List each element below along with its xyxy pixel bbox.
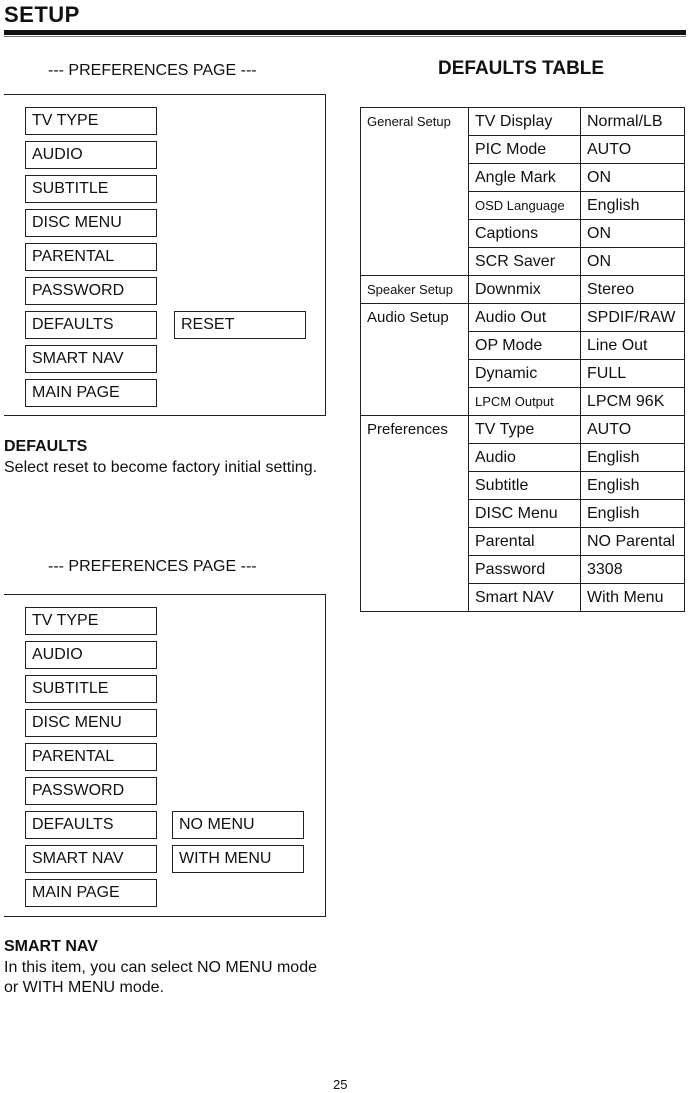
category-cell: General Setup bbox=[361, 108, 469, 136]
value-cell: NO Parental bbox=[581, 528, 685, 556]
item-cell: Audio Out bbox=[469, 304, 581, 332]
category-cell bbox=[361, 584, 469, 612]
menu-item-tv-type[interactable]: TV TYPE bbox=[25, 107, 157, 135]
value-cell: AUTO bbox=[581, 136, 685, 164]
value-cell: English bbox=[581, 192, 685, 220]
defaults-table-title: DEFAULTS TABLE bbox=[438, 58, 605, 79]
menu-item-disc-menu[interactable]: DISC MENU bbox=[25, 709, 157, 737]
category-cell bbox=[361, 360, 469, 388]
value-cell: English bbox=[581, 472, 685, 500]
menu-item-smart-nav[interactable]: SMART NAV bbox=[25, 845, 157, 873]
category-cell bbox=[361, 164, 469, 192]
table-row bbox=[361, 164, 685, 192]
item-cell: Downmix bbox=[469, 276, 581, 304]
category-cell: Preferences bbox=[361, 416, 469, 444]
category-cell: Speaker Setup bbox=[361, 276, 469, 304]
item-cell: Captions bbox=[469, 220, 581, 248]
page-number: 25 bbox=[333, 1077, 348, 1092]
value-cell: SPDIF/RAW bbox=[581, 304, 685, 332]
item-cell: Password bbox=[469, 556, 581, 584]
header-rule bbox=[4, 30, 686, 35]
item-cell: Angle Mark bbox=[469, 164, 581, 192]
table-row bbox=[361, 220, 685, 248]
table-row bbox=[361, 360, 685, 388]
table-row bbox=[361, 192, 685, 220]
category-cell bbox=[361, 556, 469, 584]
preferences-menu-panel bbox=[4, 94, 326, 416]
menu-item-tv-type[interactable]: TV TYPE bbox=[25, 607, 157, 635]
value-cell: ON bbox=[581, 248, 685, 276]
item-cell: Smart NAV bbox=[469, 584, 581, 612]
table-row bbox=[361, 584, 685, 612]
menu-item-main-page[interactable]: MAIN PAGE bbox=[25, 879, 157, 907]
table-row bbox=[361, 332, 685, 360]
category-cell bbox=[361, 528, 469, 556]
value-cell: AUTO bbox=[581, 416, 685, 444]
menu-item-main-page[interactable]: MAIN PAGE bbox=[25, 379, 157, 407]
menu-item-parental[interactable]: PARENTAL bbox=[25, 243, 157, 271]
category-cell bbox=[361, 136, 469, 164]
defaults-table bbox=[360, 107, 685, 612]
value-cell: With Menu bbox=[581, 584, 685, 612]
menu-item-defaults[interactable]: DEFAULTS bbox=[25, 311, 157, 339]
no-menu-option[interactable]: NO MENU bbox=[172, 811, 304, 839]
value-cell: English bbox=[581, 500, 685, 528]
header-rule-thin bbox=[4, 36, 686, 37]
category-cell bbox=[361, 472, 469, 500]
defaults-desc-body: Select reset to become factory initial setting. bbox=[4, 459, 318, 476]
category-cell bbox=[361, 500, 469, 528]
preferences-menu-panel-2 bbox=[4, 594, 326, 917]
menu-item-password[interactable]: PASSWORD bbox=[25, 277, 157, 305]
value-cell: ON bbox=[581, 220, 685, 248]
value-cell: ON bbox=[581, 164, 685, 192]
item-cell: SCR Saver bbox=[469, 248, 581, 276]
preferences-page-heading: --- PREFERENCES PAGE --- bbox=[48, 62, 257, 79]
table-row bbox=[361, 136, 685, 164]
value-cell: Normal/LB bbox=[581, 108, 685, 136]
table-row bbox=[361, 304, 685, 332]
menu-item-subtitle[interactable]: SUBTITLE bbox=[25, 175, 157, 203]
table-row bbox=[361, 528, 685, 556]
item-cell: Audio bbox=[469, 444, 581, 472]
value-cell: Line Out bbox=[581, 332, 685, 360]
menu-item-subtitle[interactable]: SUBTITLE bbox=[25, 675, 157, 703]
preferences-page-heading-2: --- PREFERENCES PAGE --- bbox=[48, 558, 257, 575]
value-cell: LPCM 96K bbox=[581, 388, 685, 416]
smart-nav-desc-title: SMART NAV bbox=[4, 938, 98, 955]
category-cell bbox=[361, 192, 469, 220]
category-cell bbox=[361, 220, 469, 248]
category-cell bbox=[361, 248, 469, 276]
item-cell: TV Type bbox=[469, 416, 581, 444]
menu-item-defaults[interactable]: DEFAULTS bbox=[25, 811, 157, 839]
reset-option[interactable]: RESET bbox=[174, 311, 306, 339]
category-cell: Audio Setup bbox=[361, 304, 469, 332]
category-cell bbox=[361, 444, 469, 472]
with-menu-option[interactable]: WITH MENU bbox=[172, 845, 304, 873]
table-row bbox=[361, 416, 685, 444]
table-row bbox=[361, 388, 685, 416]
menu-item-audio[interactable]: AUDIO bbox=[25, 141, 157, 169]
item-cell: Subtitle bbox=[469, 472, 581, 500]
category-cell bbox=[361, 332, 469, 360]
menu-item-audio[interactable]: AUDIO bbox=[25, 641, 157, 669]
item-cell: DISC Menu bbox=[469, 500, 581, 528]
item-cell: LPCM Output bbox=[469, 388, 581, 416]
item-cell: OP Mode bbox=[469, 332, 581, 360]
defaults-desc-title: DEFAULTS bbox=[4, 438, 88, 455]
table-row bbox=[361, 248, 685, 276]
menu-item-smart-nav[interactable]: SMART NAV bbox=[25, 345, 157, 373]
item-cell: Dynamic bbox=[469, 360, 581, 388]
menu-item-password[interactable]: PASSWORD bbox=[25, 777, 157, 805]
menu-item-parental[interactable]: PARENTAL bbox=[25, 743, 157, 771]
value-cell: FULL bbox=[581, 360, 685, 388]
value-cell: 3308 bbox=[581, 556, 685, 584]
value-cell: Stereo bbox=[581, 276, 685, 304]
table-row bbox=[361, 444, 685, 472]
item-cell: OSD Language bbox=[469, 192, 581, 220]
table-row bbox=[361, 108, 685, 136]
value-cell: English bbox=[581, 444, 685, 472]
table-row bbox=[361, 472, 685, 500]
table-row bbox=[361, 276, 685, 304]
table-row bbox=[361, 500, 685, 528]
table-row bbox=[361, 556, 685, 584]
page-title: SETUP bbox=[4, 2, 80, 27]
item-cell: Parental bbox=[469, 528, 581, 556]
item-cell: TV Display bbox=[469, 108, 581, 136]
menu-item-disc-menu[interactable]: DISC MENU bbox=[25, 209, 157, 237]
category-cell bbox=[361, 388, 469, 416]
item-cell: PIC Mode bbox=[469, 136, 581, 164]
smart-nav-desc-body: In this item, you can select NO MENU mode or WITH MENU mode. bbox=[4, 959, 317, 996]
